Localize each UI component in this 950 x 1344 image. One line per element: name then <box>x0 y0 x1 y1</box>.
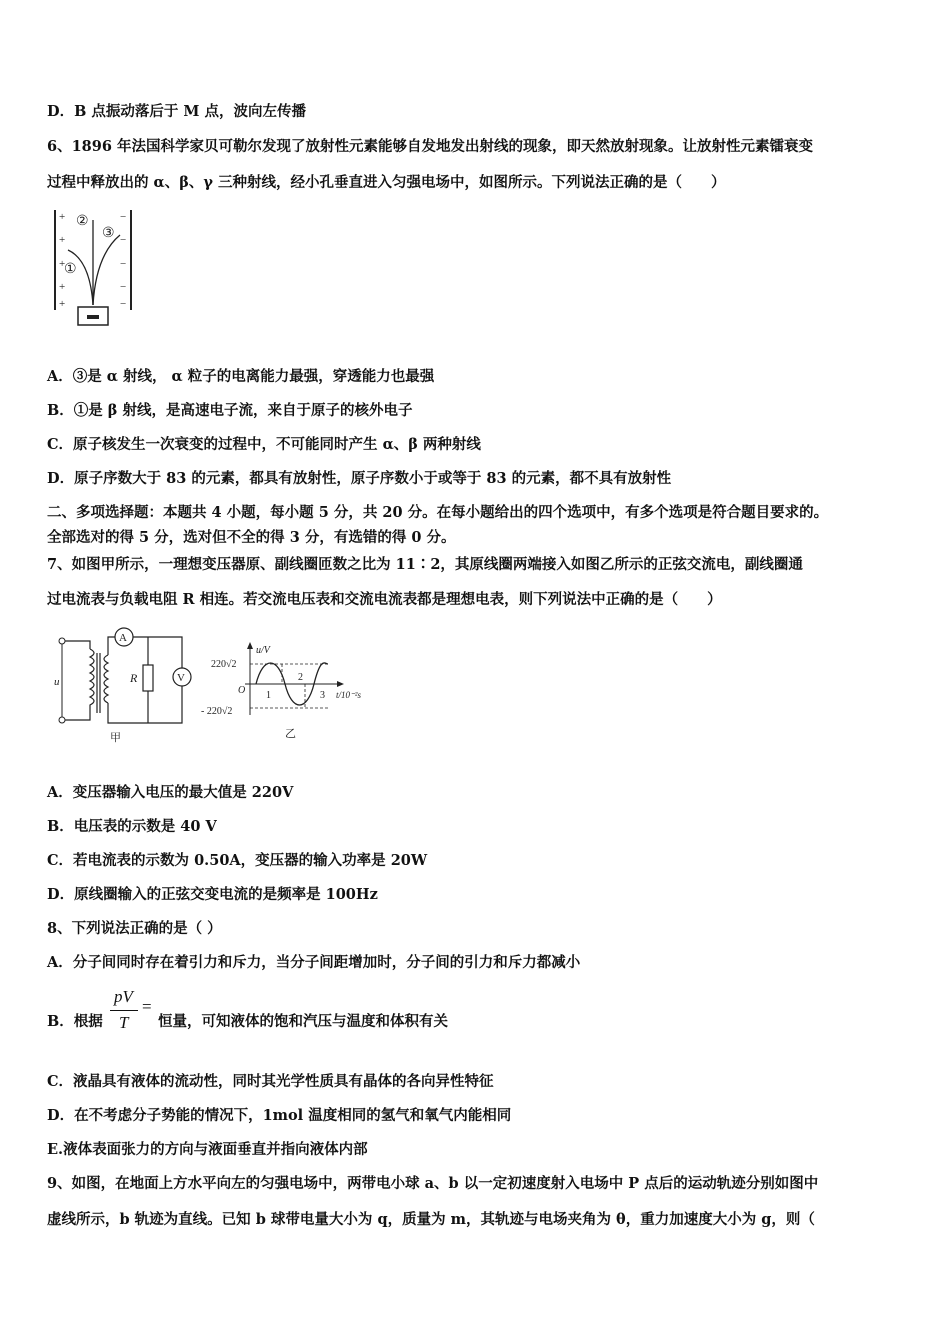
q6-option-d: D．原子序数大于 83 的元素，都具有放射性，原子序数小于或等于 83 的元素，都不具有放射性 <box>47 470 672 487</box>
t-tick-2: 2 <box>298 672 303 683</box>
svg-text:−: − <box>120 258 127 270</box>
q8-option-a: A．分子间同时存在着引力和斥力，当分子间距增加时，分子间的引力和斥力都减小 <box>47 954 581 971</box>
q8-stem: 8、下列说法正确的是（ ） <box>47 920 222 937</box>
primary-coil <box>65 641 94 720</box>
q5-option-d: D．B 点振动落后于 M 点，波向左传播 <box>47 103 307 120</box>
section2-heading-line1: 二、多项选择题：本题共 4 小题，每小题 5 分，共 20 分。在每小题给出的四个选项中，有多个选项是符合题目要求的。 <box>47 504 829 521</box>
svg-text:+: + <box>59 234 66 246</box>
q7-option-c: C．若电流表的示数为 0.50A，变压器的输入功率是 20W <box>47 852 428 869</box>
minus-signs <box>120 211 126 310</box>
svg-text:+: + <box>59 211 66 223</box>
ray-3-path <box>93 235 120 305</box>
caption-yi: 乙 <box>285 728 296 740</box>
svg-text:R: R <box>130 671 138 685</box>
fraction-denominator: T <box>119 1013 129 1032</box>
svg-text:+: + <box>59 258 66 270</box>
q6-option-c: C．原子核发生一次衰变的过程中，不可能同时产生 α、β 两种射线 <box>47 436 481 453</box>
fraction-numerator: pV <box>114 987 133 1006</box>
y-min-label: - 220√2 <box>201 706 233 717</box>
input-voltage-label: u <box>54 676 60 688</box>
svg-text:−: − <box>120 298 127 310</box>
svg-text:−: − <box>120 281 127 293</box>
q9-stem-line1: 9、如图，在地面上方水平向左的匀强电场中，两带电小球 a、b 以一定初速度射入电场中 P 点后的运动轨迹分别如图中 <box>47 1175 819 1192</box>
caption-jia: 甲 <box>110 732 121 744</box>
svg-text:−: − <box>120 234 127 246</box>
ray-label-3: ③ <box>102 226 115 241</box>
q9-stem-line2: 虚线所示，b 轨迹为直线。已知 b 球带电量大小为 q，质量为 m，其轨迹与电场夹角为 θ，重力加速度大小为 g，则（ <box>47 1211 815 1228</box>
t-tick-3: 3 <box>320 690 325 701</box>
svg-text:A: A <box>119 632 127 644</box>
plus-signs <box>59 211 65 310</box>
fraction-bar <box>110 1010 138 1011</box>
svg-text:+: + <box>59 281 66 293</box>
radiation-deflection-figure <box>50 205 140 330</box>
q7-stem-line1: 7、如图甲所示，一理想变压器原、副线圈匝数之比为 11∶2，其原线圈两端接入如图乙所示的正弦交流电，副线圈通 <box>47 556 803 573</box>
ray-label-1: ① <box>64 262 77 277</box>
y-max-label: 220√2 <box>211 659 237 670</box>
svg-text:+: + <box>59 298 66 310</box>
section2-heading-line2: 全部选对的得 5 分，选对但不全的得 3 分，有选错的得 0 分。 <box>47 529 456 546</box>
q7-option-a: A．变压器输入电压的最大值是 220V <box>47 784 294 801</box>
q7-stem-line2: 过电流表与负载电阻 R 相连。若交流电压表和交流电流表都是理想电表，则下列说法中正确的是（ ） <box>47 591 722 608</box>
transformer-circuit-figure <box>50 625 200 747</box>
load-resistor <box>143 665 153 691</box>
q8-option-d: D．在不考虑分子势能的情况下，1mol 温度相同的氢气和氧气内能相同 <box>47 1107 512 1124</box>
q6-option-a: A．③是 α 射线， α 粒子的电离能力最强，穿透能力也最强 <box>47 368 435 385</box>
ray-label-2: ② <box>76 214 89 229</box>
q8-option-b-rest: 恒量，可知液体的饱和汽压与温度和体积有关 <box>158 1013 448 1030</box>
svg-text:−: − <box>120 211 127 223</box>
q6-stem-line1: 6、1896 年法国科学家贝可勒尔发现了放射性元素能够自发地发出射线的现象，即天然放射现象。让放射性元素镭衰变 <box>47 138 813 155</box>
q7-option-b: B．电压表的示数是 40 V <box>47 818 217 835</box>
secondary-coil <box>104 655 108 703</box>
q7-option-d: D．原线圈输入的正弦交变电流的是频率是 100Hz <box>47 886 378 903</box>
q6-stem-line2: 过程中释放出的 α、β、γ 三种射线，经小孔垂直进入匀强电场中，如图所示。下列说法正确的是（ ） <box>47 174 726 191</box>
q8-option-c: C．液晶具有液体的流动性，同时其光学性质具有晶体的各向异性特征 <box>47 1073 494 1090</box>
q8-option-b-prefix: B．根据 <box>47 1013 103 1030</box>
source-sample <box>87 315 99 319</box>
origin-label: O <box>238 685 246 696</box>
equals-sign: = <box>142 997 152 1016</box>
svg-text:V: V <box>177 672 185 684</box>
q8-option-e: E.液体表面张力的方向与液面垂直并指向液体内部 <box>47 1141 368 1158</box>
t-tick-1: 1 <box>266 690 271 701</box>
x-axis-label: t/10⁻²s <box>336 690 361 700</box>
ray-1-path <box>68 250 93 305</box>
ac-voltage-graph <box>200 640 375 740</box>
y-axis-label: u/V <box>256 645 270 656</box>
q6-option-b: B．①是 β 射线，是高速电子流，来自于原子的核外电子 <box>47 402 413 419</box>
